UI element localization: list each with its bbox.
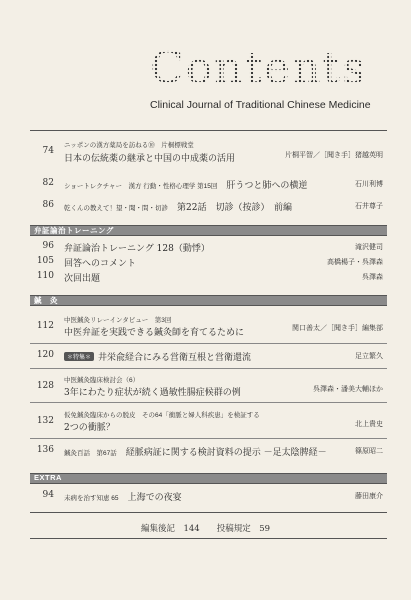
page-number: 86 <box>42 200 54 210</box>
entry-author: 片桐平智／［聞き手］猪越英明 <box>285 151 383 159</box>
page-number: 82 <box>42 178 54 188</box>
entry-title: ショートレクチャー 漢方 行動・性格心理学 第15回 肝うつと肺への横逆 <box>64 181 308 191</box>
page-number: 110 <box>36 271 54 281</box>
top-divider <box>30 130 387 131</box>
entry-kicker: 中医鍼灸リレーインタビュー 第3回 <box>64 317 172 324</box>
entry-divider <box>30 343 387 344</box>
page-number: 96 <box>42 241 54 251</box>
entry-author: 足立繁久 <box>355 352 383 360</box>
entry-author: 関口善太／［聞き手］編集部 <box>292 324 383 332</box>
section-label: 弁証論治トレーニング <box>34 226 114 235</box>
entry-author: 呉澤森・潘美大輔ほか <box>313 385 383 393</box>
entry-author: 高橋楊子・呉澤森 <box>327 258 383 266</box>
entry-title: 弁証論治トレーニング 128（動悸） <box>64 244 210 254</box>
page-number: 132 <box>36 416 54 426</box>
entry-title: 回答へのコメント <box>64 259 137 269</box>
entry-kicker: 仮免鍼灸臨床からの脱皮 その64「衝脈と婦人科疾患」を検証する <box>64 412 260 419</box>
section-label: 鍼 灸 <box>34 296 58 305</box>
footer-divider <box>30 538 387 539</box>
entry-author: 北上貴史 <box>355 420 383 428</box>
page-number: 74 <box>42 146 54 156</box>
entry-divider <box>30 438 387 439</box>
section-band <box>30 295 387 306</box>
entry-author: 藤田康介 <box>355 492 383 500</box>
page-number: 94 <box>42 490 54 500</box>
entry-author: 滝沢健司 <box>355 243 383 251</box>
footer-notes: 編集後記 144 投稿規定 59 <box>140 524 271 534</box>
entry-author: 篠原昭二 <box>355 447 383 455</box>
page-number: 112 <box>36 321 54 331</box>
page-number: 120 <box>36 350 54 360</box>
page-number: 136 <box>36 445 54 455</box>
page-number: 128 <box>36 381 54 391</box>
entry-author: 石井尊子 <box>355 202 383 210</box>
section-label: EXTRA <box>34 473 62 482</box>
entry-divider <box>30 368 387 369</box>
entry-title: 鍼灸百話 第67話 経脈病証に関する検討資料の提示 －足太陰脾経－ <box>64 448 327 458</box>
entry-title: 未病を治す知恵 65 上海での夜宴 <box>64 493 182 503</box>
entry-title: 3年にわたり症状が続く過敏性腸症候群の例 <box>64 388 241 398</box>
entry-title: 次回出題 <box>64 274 101 284</box>
entry-divider <box>30 402 387 403</box>
journal-subtitle: Clinical Journal of Traditional Chinese Medicine <box>150 99 371 111</box>
entry-title: ＊特集＊ 井栄兪経合にみる営衛互根と営衛還流 <box>64 350 251 363</box>
page-number: 105 <box>36 256 54 266</box>
entry-author: 呉澤森 <box>362 273 383 281</box>
feature-tag: ＊特集＊ <box>64 352 94 361</box>
entry-title: 乾くんの教えて！望・聞・問・切診 第22話 切診（按診） 前編 <box>64 203 292 213</box>
entry-author: 石川利博 <box>355 180 383 188</box>
entry-kicker: 中医鍼灸臨床検討会（6） <box>64 377 140 384</box>
contents-logo: Contents <box>150 43 367 94</box>
entry-title: 2つの衝脈？ <box>64 423 115 433</box>
section-band <box>30 225 387 236</box>
section-band <box>30 473 387 484</box>
entry-kicker: ニッポンの漢方薬局を訪ねる⑩ 片桐標戦堂 <box>64 142 194 149</box>
bottom-divider <box>30 512 387 513</box>
entry-title: 日本の伝統薬の継承と中国の中成薬の活用 <box>64 154 236 164</box>
entry-title: 中医弁証を実践できる鍼灸師を育てるために <box>64 328 245 338</box>
